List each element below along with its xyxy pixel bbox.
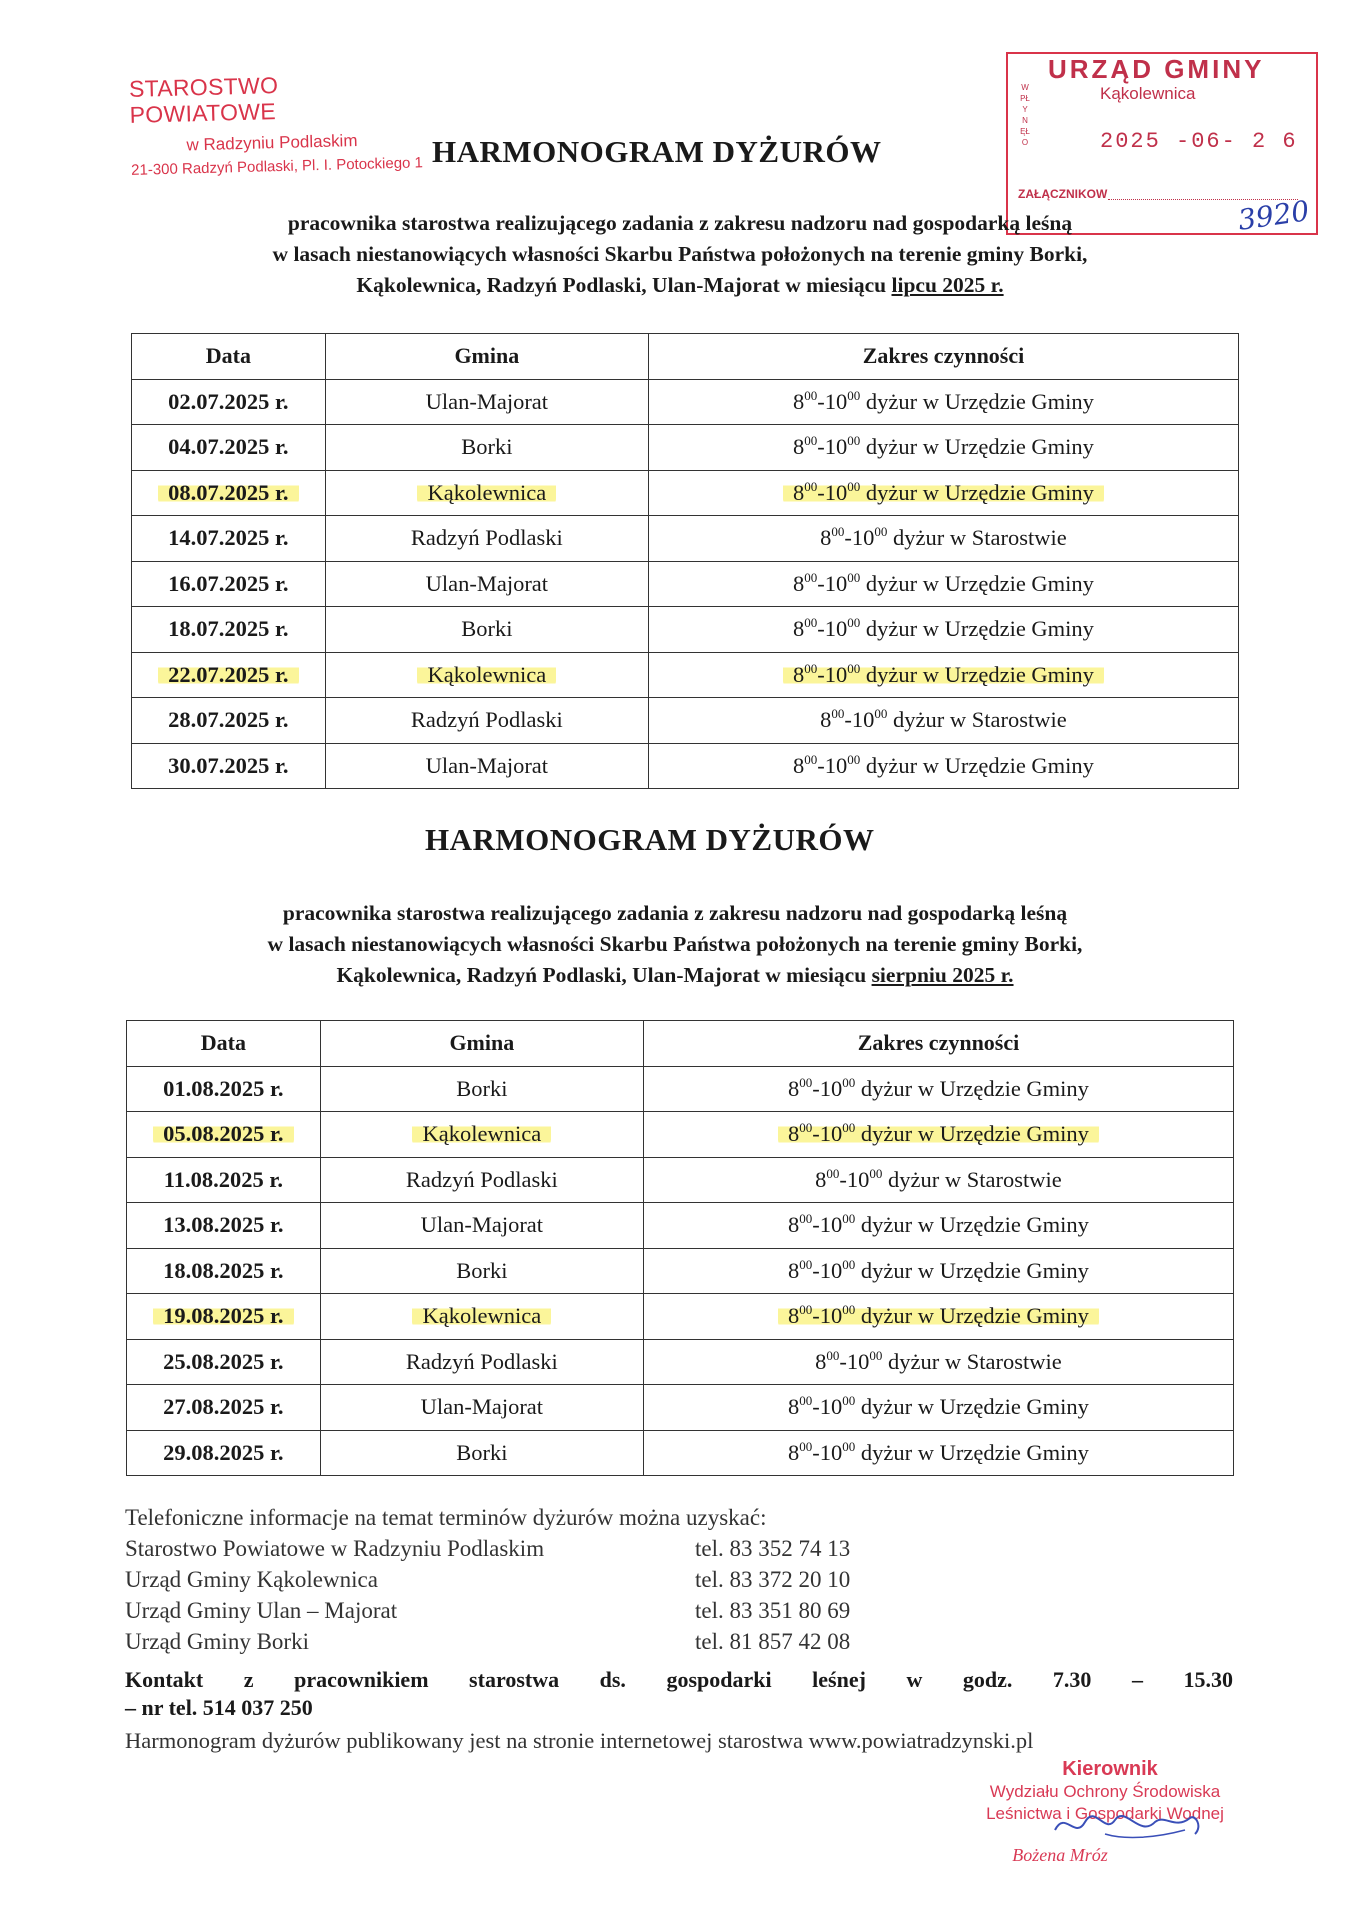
- signature-name: Bożena Mróz: [1012, 1845, 1108, 1865]
- july-desc-line-1: pracownika starostwa realizującego zadania z zakresu nadzoru nad gospodarką leśną: [287, 211, 1073, 235]
- gmina-cell: [325, 561, 648, 607]
- activity-cell: [648, 607, 1238, 653]
- gmina-text: Borki: [456, 1075, 508, 1101]
- table-row: [127, 1157, 1234, 1203]
- gmina-cell: [325, 425, 648, 471]
- date-text: 14.07.2025 r.: [168, 525, 289, 551]
- signature-dept-1: Wydziału Ochrony Środowiska: [989, 1782, 1221, 1801]
- date-text: 16.07.2025 r.: [168, 570, 289, 596]
- time-sup: 00: [831, 524, 845, 540]
- activity-text: $8^{00}-10^{00}$ dyżur w Urzędzie Gminy: [788, 1074, 1089, 1101]
- stamp-date: 2025 -06- 2 6: [1100, 129, 1298, 154]
- time-sup: 00: [842, 1120, 856, 1136]
- time-sup: 00: [799, 1393, 813, 1409]
- august-desc-line-3: [115, 960, 1235, 991]
- time-sup: 00: [804, 478, 818, 494]
- activity-cell: [643, 1248, 1233, 1294]
- contact-name: Urząd Gminy Ulan – Majorat: [125, 1598, 398, 1623]
- time-sup: 00: [869, 1347, 883, 1363]
- gmina-text: Radzyń Podlaski: [410, 525, 563, 551]
- activity-cell: [648, 652, 1238, 698]
- time-sup: 00: [847, 478, 861, 494]
- activity-cell: [643, 1066, 1233, 1112]
- contact-phone: tel. 81 857 42 08: [695, 1629, 851, 1654]
- contact-row: [125, 1564, 850, 1595]
- time-sup: 00: [847, 615, 861, 631]
- gmina-cell: [320, 1112, 643, 1158]
- forestry-contact-line-2: – nr tel. 514 037 250: [125, 1695, 313, 1720]
- activity-cell: [643, 1203, 1233, 1249]
- contact-row: [125, 1626, 850, 1657]
- column-header: Data: [132, 334, 326, 380]
- date-cell: [132, 607, 326, 653]
- august-month: sierpniu 2025 r.: [871, 963, 1014, 987]
- table-row: [127, 1385, 1234, 1431]
- activity-cell: [648, 516, 1238, 562]
- time-sup: 00: [842, 1074, 856, 1090]
- date-text: 19.08.2025 r.: [153, 1303, 293, 1328]
- july-month: lipcu 2025 r.: [891, 273, 1004, 297]
- activity-text: $8^{00}-10^{00}$ dyżur w Urzędzie Gminy: [788, 1211, 1089, 1238]
- table-row: [127, 1203, 1234, 1249]
- table-row: [127, 1112, 1234, 1158]
- gmina-text: Ulan-Majorat: [425, 388, 549, 414]
- table-row: [132, 379, 1239, 425]
- activity-text: $8^{00}-10^{00}$ dyżur w Urzędzie Gminy: [783, 480, 1104, 505]
- time-sup: 00: [804, 660, 818, 676]
- table-row: [132, 743, 1239, 789]
- phone-contacts-list: [125, 1533, 850, 1657]
- gmina-text: Kąkolewnica: [412, 1121, 551, 1146]
- date-text: 11.08.2025 r.: [163, 1166, 283, 1192]
- gmina-text: Kąkolewnica: [417, 662, 556, 687]
- time-sup: 00: [847, 387, 861, 403]
- table-row: [132, 652, 1239, 698]
- forestry-contact-line-1: Kontakt z pracownikiem starostwa ds. gospodarki leśnej w godz. 7.30 – 15.30: [125, 1667, 1233, 1692]
- stamp-subtitle: Kąkolewnica: [1100, 84, 1196, 103]
- table-row: [132, 561, 1239, 607]
- contact-name: Starostwo Powiatowe w Radzyniu Podlaskim: [125, 1536, 545, 1561]
- stamp-title: URZĄD GMINY: [1048, 54, 1265, 84]
- activity-cell: [643, 1294, 1233, 1340]
- time-sup: 00: [847, 569, 861, 585]
- date-text: 30.07.2025 r.: [168, 752, 289, 778]
- time-sup: 00: [799, 1438, 813, 1454]
- time-sup: 00: [831, 706, 845, 722]
- table-header-row: [127, 1021, 1234, 1067]
- stamp-line-2: w Radzyniu Podlaskim: [186, 130, 358, 155]
- contact-name: Urząd Gminy Kąkolewnica: [125, 1567, 378, 1592]
- date-cell: [127, 1066, 321, 1112]
- activity-text: $8^{00}-10^{00}$ dyżur w Urzędzie Gminy: [783, 662, 1104, 687]
- august-description: [115, 898, 1235, 991]
- time-sup: 00: [826, 1347, 840, 1363]
- stamp-line-1: STAROSTWO POWIATOWE: [128, 72, 279, 129]
- august-desc-line-2: w lasach niestanowiących własności Skarbu Państwa położonych na terenie gminy Borki,: [267, 932, 1083, 956]
- date-text: 05.08.2025 r.: [153, 1121, 293, 1146]
- time-sup: 00: [804, 387, 818, 403]
- date-cell: [127, 1248, 321, 1294]
- contact-row: [125, 1595, 850, 1626]
- activity-text: $8^{00}-10^{00}$ dyżur w Starostwie: [820, 706, 1067, 733]
- activity-text: $8^{00}-10^{00}$ dyżur w Urzędzie Gminy: [793, 433, 1094, 460]
- table-header-row: [132, 334, 1239, 380]
- time-sup: 00: [804, 569, 818, 585]
- date-cell: [127, 1385, 321, 1431]
- activity-cell: [648, 470, 1238, 516]
- time-sup: 00: [869, 1165, 883, 1181]
- activity-text: $8^{00}-10^{00}$ dyżur w Urzędzie Gminy: [793, 387, 1094, 414]
- time-sup: 00: [804, 751, 818, 767]
- table-row: [132, 607, 1239, 653]
- activity-cell: [643, 1339, 1233, 1385]
- gmina-cell: [325, 698, 648, 744]
- gmina-text: Borki: [461, 616, 513, 642]
- date-cell: [132, 379, 326, 425]
- time-sup: 00: [804, 433, 818, 449]
- date-cell: [132, 652, 326, 698]
- activity-cell: [648, 425, 1238, 471]
- time-sup: 00: [799, 1120, 813, 1136]
- table-row: [132, 516, 1239, 562]
- gmina-text: Ulan-Majorat: [425, 752, 549, 778]
- activity-text: $8^{00}-10^{00}$ dyżur w Urzędzie Gminy: [788, 1393, 1089, 1420]
- activity-text: $8^{00}-10^{00}$ dyżur w Starostwie: [820, 524, 1067, 551]
- date-cell: [132, 698, 326, 744]
- activity-cell: [643, 1157, 1233, 1203]
- time-sup: 00: [842, 1302, 856, 1318]
- activity-cell: [648, 561, 1238, 607]
- activity-text: $8^{00}-10^{00}$ dyżur w Urzędzie Gminy: [793, 615, 1094, 642]
- date-text: 22.07.2025 r.: [158, 662, 298, 687]
- phone-info: [125, 1502, 850, 1657]
- gmina-text: Ulan-Majorat: [420, 1394, 544, 1420]
- activity-text: $8^{00}-10^{00}$ dyżur w Urzędzie Gminy: [788, 1438, 1089, 1465]
- table-row: [127, 1294, 1234, 1340]
- time-sup: 00: [804, 615, 818, 631]
- date-text: 29.08.2025 r.: [163, 1439, 284, 1465]
- gmina-text: Kąkolewnica: [412, 1303, 551, 1328]
- date-text: 13.08.2025 r.: [163, 1212, 284, 1238]
- gmina-text: Radzyń Podlaski: [405, 1348, 558, 1374]
- activity-cell: [648, 698, 1238, 744]
- activity-cell: [643, 1112, 1233, 1158]
- activity-text: $8^{00}-10^{00}$ dyżur w Urzędzie Gminy: [793, 569, 1094, 596]
- date-text: 28.07.2025 r.: [168, 707, 289, 733]
- gmina-text: Borki: [461, 434, 513, 460]
- gmina-cell: [320, 1157, 643, 1203]
- activity-cell: [648, 743, 1238, 789]
- gmina-cell: [320, 1066, 643, 1112]
- handwritten-signature-icon: [1045, 1800, 1215, 1850]
- date-cell: [127, 1112, 321, 1158]
- date-text: 27.08.2025 r.: [163, 1394, 284, 1420]
- signature-stamp: [935, 1758, 1245, 1866]
- time-sup: 00: [842, 1438, 856, 1454]
- activity-text: $8^{00}-10^{00}$ dyżur w Starostwie: [815, 1347, 1062, 1374]
- table-row: [127, 1248, 1234, 1294]
- table-row: [127, 1430, 1234, 1476]
- gmina-cell: [325, 743, 648, 789]
- time-sup: 00: [874, 706, 888, 722]
- date-cell: [127, 1294, 321, 1340]
- date-text: 08.07.2025 r.: [158, 480, 298, 505]
- stamp-handwritten-number: 3920: [1236, 194, 1312, 237]
- date-text: 18.07.2025 r.: [168, 616, 289, 642]
- contact-phone: tel. 83 351 80 69: [695, 1598, 851, 1623]
- time-sup: 00: [874, 524, 888, 540]
- august-schedule-table: [126, 1020, 1234, 1476]
- gmina-text: Kąkolewnica: [417, 480, 556, 505]
- gmina-cell: [320, 1385, 643, 1431]
- column-header: Data: [127, 1021, 321, 1067]
- gmina-cell: [320, 1294, 643, 1340]
- time-sup: 00: [799, 1074, 813, 1090]
- gmina-cell: [325, 652, 648, 698]
- date-text: 02.07.2025 r.: [168, 388, 289, 414]
- table-row: [132, 698, 1239, 744]
- july-description: [120, 208, 1240, 301]
- gmina-cell: [325, 470, 648, 516]
- activity-cell: [643, 1385, 1233, 1431]
- gmina-text: Borki: [456, 1439, 508, 1465]
- activity-text: $8^{00}-10^{00}$ dyżur w Urzędzie Gminy: [778, 1121, 1099, 1146]
- signature-dept-2: Leśnictwa i Gospodarki Wodnej: [986, 1804, 1224, 1823]
- date-cell: [132, 561, 326, 607]
- gmina-text: Borki: [456, 1257, 508, 1283]
- activity-text: $8^{00}-10^{00}$ dyżur w Urzędzie Gminy: [778, 1303, 1099, 1328]
- phone-info-intro: Telefoniczne informacje na temat terminów dyżurów można uzyskać:: [125, 1505, 767, 1530]
- july-title: HARMONOGRAM DYŻURÓW: [432, 134, 882, 169]
- activity-text: $8^{00}-10^{00}$ dyżur w Urzędzie Gminy: [788, 1256, 1089, 1283]
- gmina-text: Ulan-Majorat: [425, 570, 549, 596]
- august-desc-line-1: pracownika starostwa realizującego zadania z zakresu nadzoru nad gospodarką leśną: [282, 901, 1068, 925]
- signature-role: Kierownik: [1062, 1758, 1158, 1780]
- gmina-cell: [325, 516, 648, 562]
- publication-note: Harmonogram dyżurów publikowany jest na stronie internetowej starostwa www.powiatradzynski.pl: [125, 1728, 1034, 1753]
- contact-name: Urząd Gminy Borki: [125, 1629, 309, 1654]
- time-sup: 00: [842, 1256, 856, 1272]
- date-cell: [127, 1430, 321, 1476]
- time-sup: 00: [799, 1256, 813, 1272]
- time-sup: 00: [826, 1165, 840, 1181]
- contact-phone: tel. 83 372 20 10: [695, 1567, 851, 1592]
- activity-text: $8^{00}-10^{00}$ dyżur w Urzędzie Gminy: [793, 751, 1094, 778]
- august-desc-line-3-text: Kąkolewnica, Radzyń Podlaski, Ulan-Majorat w miesiącu: [336, 963, 867, 987]
- date-cell: [132, 425, 326, 471]
- time-sup: 00: [847, 751, 861, 767]
- gmina-cell: [325, 379, 648, 425]
- gmina-cell: [325, 607, 648, 653]
- stamp-line-3: 21-300 Radzyń Podlaski, Pl. I. Potockiego 1: [130, 154, 424, 180]
- gmina-text: Radzyń Podlaski: [405, 1166, 558, 1192]
- date-cell: [132, 470, 326, 516]
- stamp-attachments-label: ZAŁĄCZNIKOW: [1018, 187, 1108, 201]
- time-sup: 00: [799, 1211, 813, 1227]
- table-row: [132, 470, 1239, 516]
- gmina-cell: [320, 1248, 643, 1294]
- date-text: 01.08.2025 r.: [163, 1075, 284, 1101]
- column-header: Zakres czynności: [648, 334, 1238, 380]
- contact-phone: tel. 83 352 74 13: [695, 1536, 851, 1561]
- gmina-text: Ulan-Majorat: [420, 1212, 544, 1238]
- gmina-cell: [320, 1430, 643, 1476]
- date-cell: [132, 516, 326, 562]
- gmina-cell: [320, 1203, 643, 1249]
- august-title: HARMONOGRAM DYŻURÓW: [425, 822, 875, 857]
- date-text: 25.08.2025 r.: [163, 1348, 284, 1374]
- contact-row: [125, 1533, 850, 1564]
- time-sup: 00: [842, 1211, 856, 1227]
- activity-cell: [643, 1430, 1233, 1476]
- gmina-cell: [320, 1339, 643, 1385]
- date-cell: [127, 1339, 321, 1385]
- date-text: 18.08.2025 r.: [163, 1257, 284, 1283]
- date-cell: [127, 1157, 321, 1203]
- july-desc-line-3: [120, 270, 1240, 301]
- table-row: [132, 425, 1239, 471]
- column-header: Gmina: [320, 1021, 643, 1067]
- july-schedule-table: [131, 333, 1239, 789]
- stamp-received-label: WPŁYNĘŁO: [1020, 83, 1030, 147]
- date-cell: [127, 1203, 321, 1249]
- table-row: [127, 1339, 1234, 1385]
- july-desc-line-2: w lasach niestanowiących własności Skarbu Państwa położonych na terenie gminy Borki,: [272, 242, 1088, 266]
- date-text: 04.07.2025 r.: [168, 434, 289, 460]
- column-header: Gmina: [325, 334, 648, 380]
- table-row: [127, 1066, 1234, 1112]
- date-cell: [132, 743, 326, 789]
- time-sup: 00: [847, 433, 861, 449]
- column-header: Zakres czynności: [643, 1021, 1233, 1067]
- july-desc-line-3-text: Kąkolewnica, Radzyń Podlaski, Ulan-Majorat w miesiącu: [356, 273, 887, 297]
- starostwo-stamp: [129, 68, 432, 179]
- time-sup: 00: [847, 660, 861, 676]
- time-sup: 00: [799, 1302, 813, 1318]
- activity-text: $8^{00}-10^{00}$ dyżur w Starostwie: [815, 1165, 1062, 1192]
- activity-cell: [648, 379, 1238, 425]
- time-sup: 00: [842, 1393, 856, 1409]
- gmina-text: Radzyń Podlaski: [410, 707, 563, 733]
